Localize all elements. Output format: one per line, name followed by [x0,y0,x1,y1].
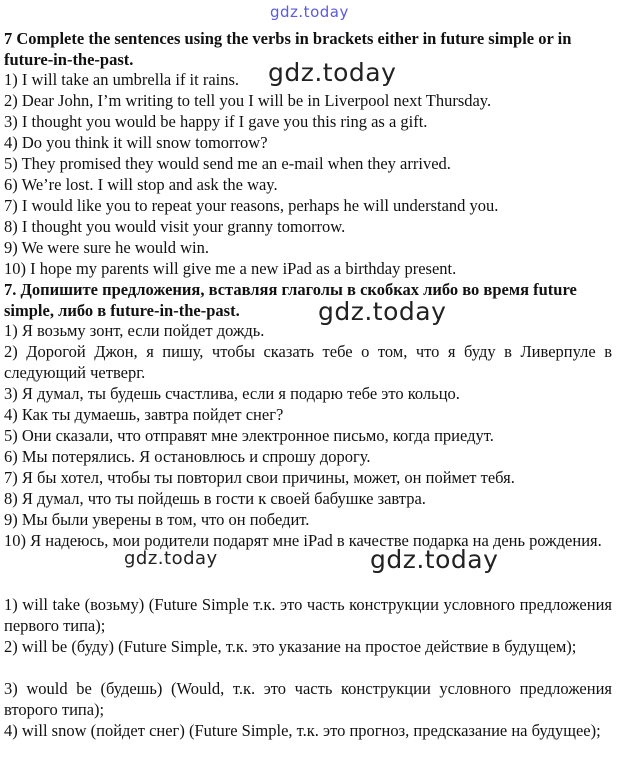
russian-sentence-6: 6) Мы потерялись. Я остановлюсь и спрошу дорогу. [4,447,371,466]
explanation-4: 4) will snow (пойдет снег) (Future Simple, т.к. это прогноз, предсказание на будущее); [4,721,601,740]
english-sentence-4: 4) Do you think it will snow tomorrow? [4,133,268,152]
watermark-3: gdz.today [124,548,218,569]
explanation-2: 2) will be (буду) (Future Simple, т.к. это указание на простое действие в будущем); [4,637,577,656]
russian-sentence-8: 8) Я думал, что ты пойдешь в гости к своей бабушке завтра. [4,489,426,508]
russian-sentence-1: 1) Я возьму зонт, если пойдет дождь. [4,321,265,340]
watermark-1: gdz.today [268,58,397,87]
exercise-heading-english: 7 Complete the sentences using the verbs in brackets either in future simple or in future-in-the-past. [4,29,572,69]
english-sentence-3: 3) I thought you would be happy if I gave you this ring as a gift. [4,112,428,131]
explanation-3: 3) would be (будешь) (Would, т.к. это часть конструкции условного предложения второго типа); [4,679,612,719]
russian-sentence-10: 10) Я надеюсь, мои родители подарят мне iPad в качестве подарка на день рождения. [4,531,602,550]
english-sentence-1: 1) I will take an umbrella if it rains. [4,70,240,89]
english-sentence-9: 9) We were sure he would win. [4,238,210,257]
watermark-4: gdz.today [370,545,499,574]
exercise-heading-russian: 7. Допишите предложения, вставляя глаголы в скобках либо во время future simple, либо в future-in-the-past. [4,280,577,320]
russian-sentence-4: 4) Как ты думаешь, завтра пойдет снег? [4,405,284,424]
russian-sentence-7: 7) Я бы хотел, чтобы ты повторил свои причины, может, он поймет тебя. [4,468,515,487]
russian-sentence-5: 5) Они сказали, что отправят мне электронное письмо, когда приедут. [4,426,494,445]
english-sentence-8: 8) I thought you would visit your granny tomorrow. [4,217,346,236]
english-sentence-10: 10) I hope my parents will give me a new iPad as a birthday present. [4,259,457,278]
explanation-1: 1) will take (возьму) (Future Simple т.к. это часть конструкции условного предложения первого типа); [4,595,612,635]
russian-sentence-2: 2) Дорогой Джон, я пишу, чтобы сказать тебе о том, что я буду в Ливерпуле в следующий четверг. [4,342,612,382]
english-sentence-5: 5) They promised they would send me an e-mail when they arrived. [4,154,451,173]
watermark-top: gdz.today [270,3,349,21]
russian-sentence-3: 3) Я думал, ты будешь счастлива, если я подарю тебе это кольцо. [4,384,460,403]
english-sentence-6: 6) We’re lost. I will stop and ask the way. [4,175,278,194]
english-sentence-2: 2) Dear John, I’m writing to tell you I will be in Liverpool next Thursday. [4,91,492,110]
russian-sentence-9: 9) Мы были уверены в том, что он победит. [4,510,310,529]
english-sentence-7: 7) I would like you to repeat your reasons, perhaps he will understand you. [4,196,499,215]
watermark-2: gdz.today [318,297,447,326]
